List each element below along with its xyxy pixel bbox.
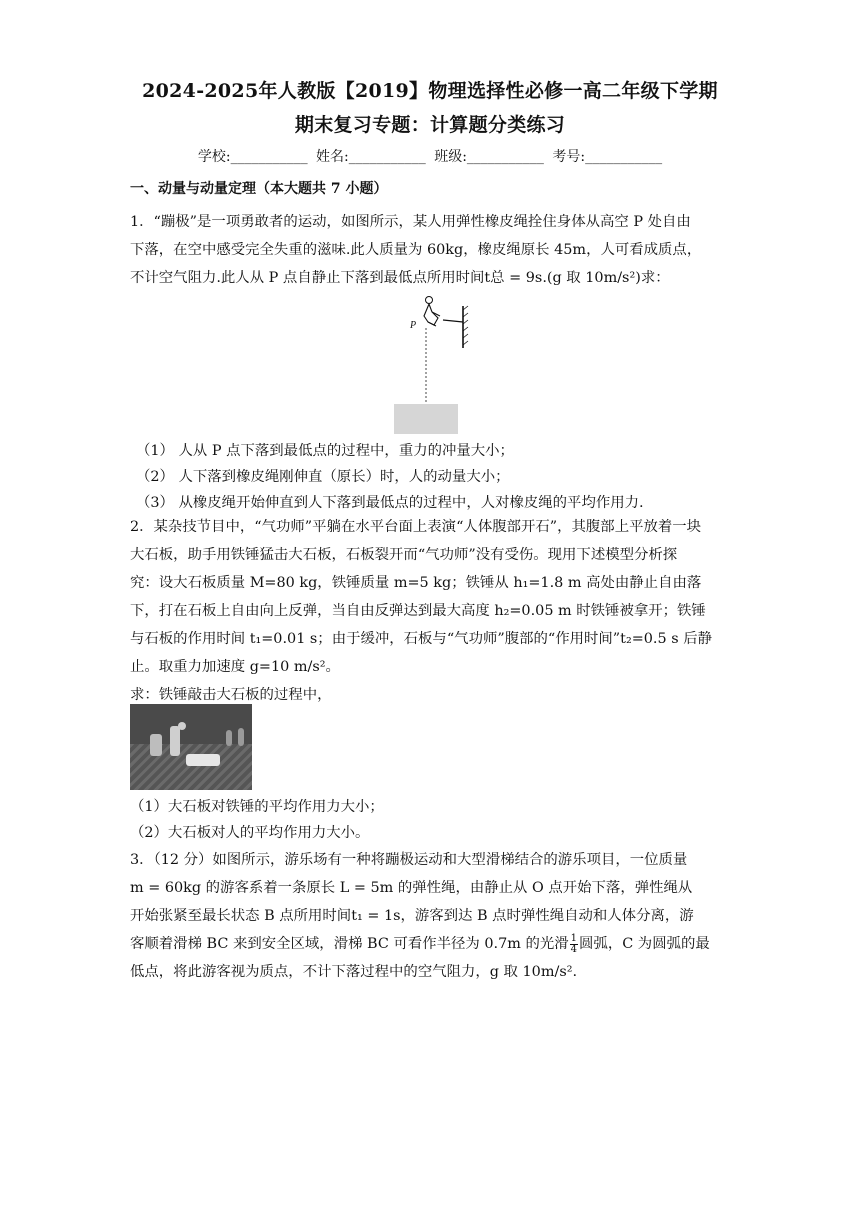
q1-line: 1．“蹦极”是一项勇敢者的运动，如图所示，某人用弹性橡皮绳拴住身体从高空 P 处自由 [130, 214, 691, 230]
q1-subquestion-1: （1） 人从 P 点下落到最低点的过程中，重力的冲量大小； [136, 443, 514, 459]
q2-line: 与石板的作用时间 t₁=0.01 s；由于缓冲，石板与“气功师”腹部的“作用时间”t₂=0.5 s 后静 [130, 631, 712, 647]
document-title-line1: 2024-2025年人教版【2019】物理选择性必修一高二年级下学期 [142, 80, 718, 102]
q2-line: 止。取重力加速度 g=10 m/s²。 [130, 659, 340, 675]
point-p-label: P [410, 320, 417, 331]
student-info-fields [0, 146, 860, 166]
question-1-text [130, 208, 730, 292]
exam-number-field: 考号:___________ [552, 149, 663, 165]
bungee-figure [388, 292, 488, 434]
q2-line: 大石板，助手用铁锤猛击大石板，石板裂开而“气功师”没有受伤。现用下述模型分析探 [130, 547, 678, 563]
school-field: 学校:___________ [197, 149, 308, 165]
q2-subquestion-1: （1）大石板对铁锤的平均作用力大小； [130, 799, 384, 815]
q3-line: 低点，将此游客视为质点，不计下落过程中的空气阻力，g 取 10m/s². [130, 964, 578, 980]
q3-line: 3．（12 分）如图所示，游乐场有一种将蹦极运动和大型滑梯结合的游乐项目，一位质量 [130, 852, 688, 868]
name-field: 姓名:___________ [316, 149, 426, 165]
q1-line: 下落，在空中感受完全失重的滋味.此人质量为 60kg，橡皮绳原长 45m，人可看成质点， [130, 242, 702, 258]
q2-subquestion-2: （2）大石板对人的平均作用力大小。 [130, 825, 370, 841]
quarter-fraction: $\frac{1}{4}$ [570, 932, 578, 955]
q3-line: 开始张紧至最长状态 B 点所用时间t₁ = 1s，游客到达 B 点时弹性绳自动和人体分离，游 [130, 908, 694, 924]
question-1-subparts [130, 438, 730, 516]
q3-line: m = 60kg 的游客系着一条原长 L = 5m 的弹性绳，由静止从 O 点开始下落，弹性绳从 [130, 880, 693, 896]
q3-line-part: 客顺着滑梯 BC 来到安全区域，滑梯 BC 可看作半径为 0.7m 的光滑 [130, 936, 569, 952]
q3-line [130, 930, 730, 958]
q1-subquestion-3: （3） 从橡皮绳开始伸直到人下落到最低点的过程中，人对橡皮绳的平均作用力. [136, 495, 644, 511]
question-3-text [130, 846, 730, 986]
q2-line: 究：设大石板质量 M=80 kg，铁锤质量 m=5 kg；铁锤从 h₁=1.8 m 高处由静止自由落 [130, 575, 702, 591]
document-title-line2: 期末复习专题：计算题分类练习 [294, 114, 566, 136]
section-heading: 一、动量与动量定理（本大题共 7 小题） [130, 181, 388, 197]
q2-line: 求：铁锤敲击大石板的过程中， [130, 687, 332, 703]
q3-line-part: 圆弧，C 为圆弧的最 [579, 936, 710, 952]
class-field: 班级:___________ [434, 149, 544, 165]
question-2-subparts [130, 794, 730, 846]
q2-line: 2．某杂技节目中，“气功师”平躺在水平台面上表演“人体腹部开石”，其腹部上平放着一块 [130, 519, 702, 535]
q1-subquestion-2: （2） 人下落到橡皮绳刚伸直（原长）时，人的动量大小； [136, 469, 510, 485]
q2-line: 下，打在石板上自由向上反弹，当自由反弹达到最大高度 h₂=0.05 m 时铁锤被拿开；铁锤 [130, 603, 706, 619]
question-2-text [130, 513, 730, 709]
q1-line: 不计空气阻力.此人从 P 点自静止下落到最低点所用时间t总 = 9s.(g 取 10m/s²)求： [130, 270, 670, 286]
performance-photo [130, 704, 252, 790]
